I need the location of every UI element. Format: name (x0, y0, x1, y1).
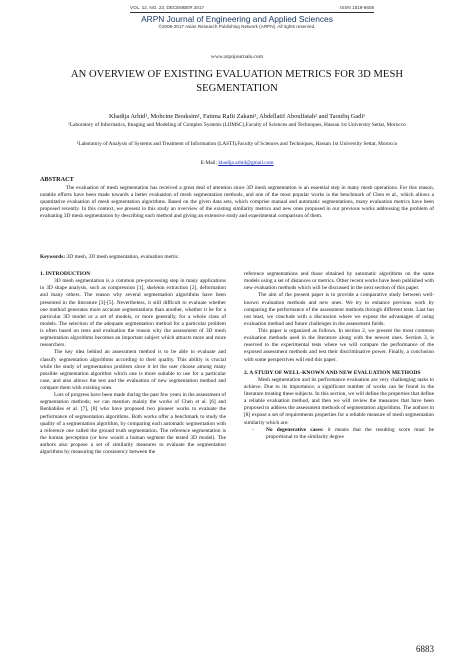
intro-paragraph-3: Lots of progress have been made during the past few years in the assessment of segmentation methods; we can mention mainly the works of Chen et al. [6] and Benhabiles et al. [7], [8] who have proposed two pioneer works to evaluate the performance of segmentation algorithms. Both works offer a benchmark to study the quality of a segmentation algorithm, by comparing each automatic segmentation with a reference one called the ground truth segmentation. The reference segmentation is the human perception (or how would a human segment the tested 3D model). The authors also propose a set of similarity measures to evaluate the segmentation algorithms by measuring the consistency between the (40, 392, 226, 456)
intro-paragraph-2: The key idea behind an assessment method is to be able to evaluate and classify segmentation algorithms according to their quality. This ability is crucial while the study of segmentation problem since it let the user choose among many possible segmentation algorithm which one is more suitable to use for a particular case, and also allows the test and the evaluation of new segmentation method and compare them with existing ones. (40, 349, 226, 391)
email-label: E-Mail: (200, 160, 219, 166)
keywords (40, 254, 434, 260)
bullet-text: it means that the resulting score must be proportional to the similarity degree (266, 426, 434, 440)
keywords-label: Keywords: (40, 254, 66, 260)
issn: ISSN 1819-6608 (340, 5, 374, 10)
section-2-heading: 2. A STUDY OF WELL-KNOWN AND NEW EVALUATION METHODS (244, 369, 421, 376)
affiliation-2: ²Laboratory of Analysis of Systems and Treatment of Information (LASTI),Faculty of Sciences and Techniques, Hassan 1st University Settat, Morocco (76, 141, 398, 147)
abstract-text: The evaluation of mesh segmentation has received a great deal of attention since 3D mesh segmentation is an essential step in many mesh operations. For this reason, notable efforts have been made towards a better evaluation of mesh segmentation methods, and one of the most popular works is the benchmark of Chen et al., which allows a quantitative evaluation of mesh segmentation algorithms. Based on the given data sets, which comprise manual and automatic segmentations, many evaluation metrics have been proposed recently. In this context, we present in this study an overview of the existing similarity metrics and new ones proposed in our previous works addressing the problem of evaluating 3D mesh segmentation by describing each method and giving an extensive study and experimental comparison of them. (40, 185, 434, 220)
email-link[interactable]: khadija.arhid@gmail.com (218, 160, 274, 166)
keywords-text: 3D mesh, 3D mesh segmentation, evaluation metric. (65, 254, 180, 260)
author-list: Khadija Arhid¹, Mohcine Bouksim¹, Fatima Rafii Zakani¹, Abdellatif Aboulfatah² and Taoufiq Gadi¹ (108, 113, 366, 120)
requirement-bullet (244, 427, 434, 441)
right-column (244, 271, 434, 441)
affiliation-1: ¹Laboratory of Informatics, Imaging and Modeling of Complex Systems (LIIMSC),Faculty of Sciences and Techniques, Hassan 1st University Settat, Morocco (68, 122, 406, 128)
right-paragraph-3: This paper is organized as follows. In section 2, we present the most common evaluation methods used in the literature along with the newest ones. Section 3, is reserved to the experimental tests where we will compare the performance of the exposed assessment methods and test their discriminative power. Finally, a conclusion with some perspectives will end this paper. (244, 328, 434, 363)
volume-info: VOL. 12, NO. 23, DECEMBER 2017 (130, 5, 205, 10)
journal-copyright: ©2006-2017 Asian Research Publishing Network (ARPN). All rights reserved. (158, 24, 316, 29)
bullet-label: No degenerative cases: (266, 426, 324, 433)
paper-title: AN OVERVIEW OF EXISTING EVALUATION METRICS FOR 3D MESH SEGMENTATION (70, 69, 404, 94)
right-paragraph-1: reference segmentations and those obtained by automatic algorithms on the same models using a set of distances or metrics. Other recent works have been published with new evaluation methods which will be discussed in the next section of this paper. (244, 271, 434, 292)
page-number: 6883 (416, 644, 434, 654)
left-column (40, 271, 226, 456)
section-2-paragraph-1: Mesh segmentation and its performance evaluation are very challenging tasks to achieve. Due to its importance, a significant number of works can be found in the literature treating these subjects. In this section, we will define the properties that define a reliable evaluation method, and then we will review the measures that have been proposed to address the assessment methods of segmentation algorithms. The authors in [8] expose a set of requirements properties for a reliable measure of mesh segmentation similarity which are: (244, 376, 434, 426)
right-paragraph-2: The aim of the present paper is to provide a comparative study between well-known evaluation methods and new ones. We try to enhance previous work by comparing the performance of the assessment methods through different tests. Last but not least, we conclude with a discussion where we expose the advantages of using evaluation method and future challenges in the assessment fields. (244, 292, 434, 327)
bullet-mark: - (252, 426, 254, 433)
journal-name: ARPN Journal of Engineering and Applied Sciences (141, 14, 333, 24)
abstract-heading: ABSTRACT (40, 176, 74, 183)
journal-url[interactable]: www.arpnjournals.com (210, 54, 264, 60)
introduction-heading: 1. INTRODUCTION (40, 271, 91, 277)
header-rule (130, 12, 374, 13)
intro-paragraph-1: 3D mesh segmentation is a common pre-processing step in many applications in 3D shape analysis, such as compression [1], skeleton extraction [2], deformation and many others. The reason why several segmentation algorithms have been presented in the literature [3]-[5]. Nevertheless, it still difficult to evaluate whether one method generates more accurate segmentations than another, whether it be for a particular 3D model or a set of models, or more generally, for a whole class of models. The selection of the adequate segmentation method for a particular problem is often based on tests and evaluation the reason why the assessment of 3D mesh segmentation algorithms becomes an important subject which attracts more and more researchers. (40, 278, 226, 349)
contact-email (0, 160, 474, 166)
